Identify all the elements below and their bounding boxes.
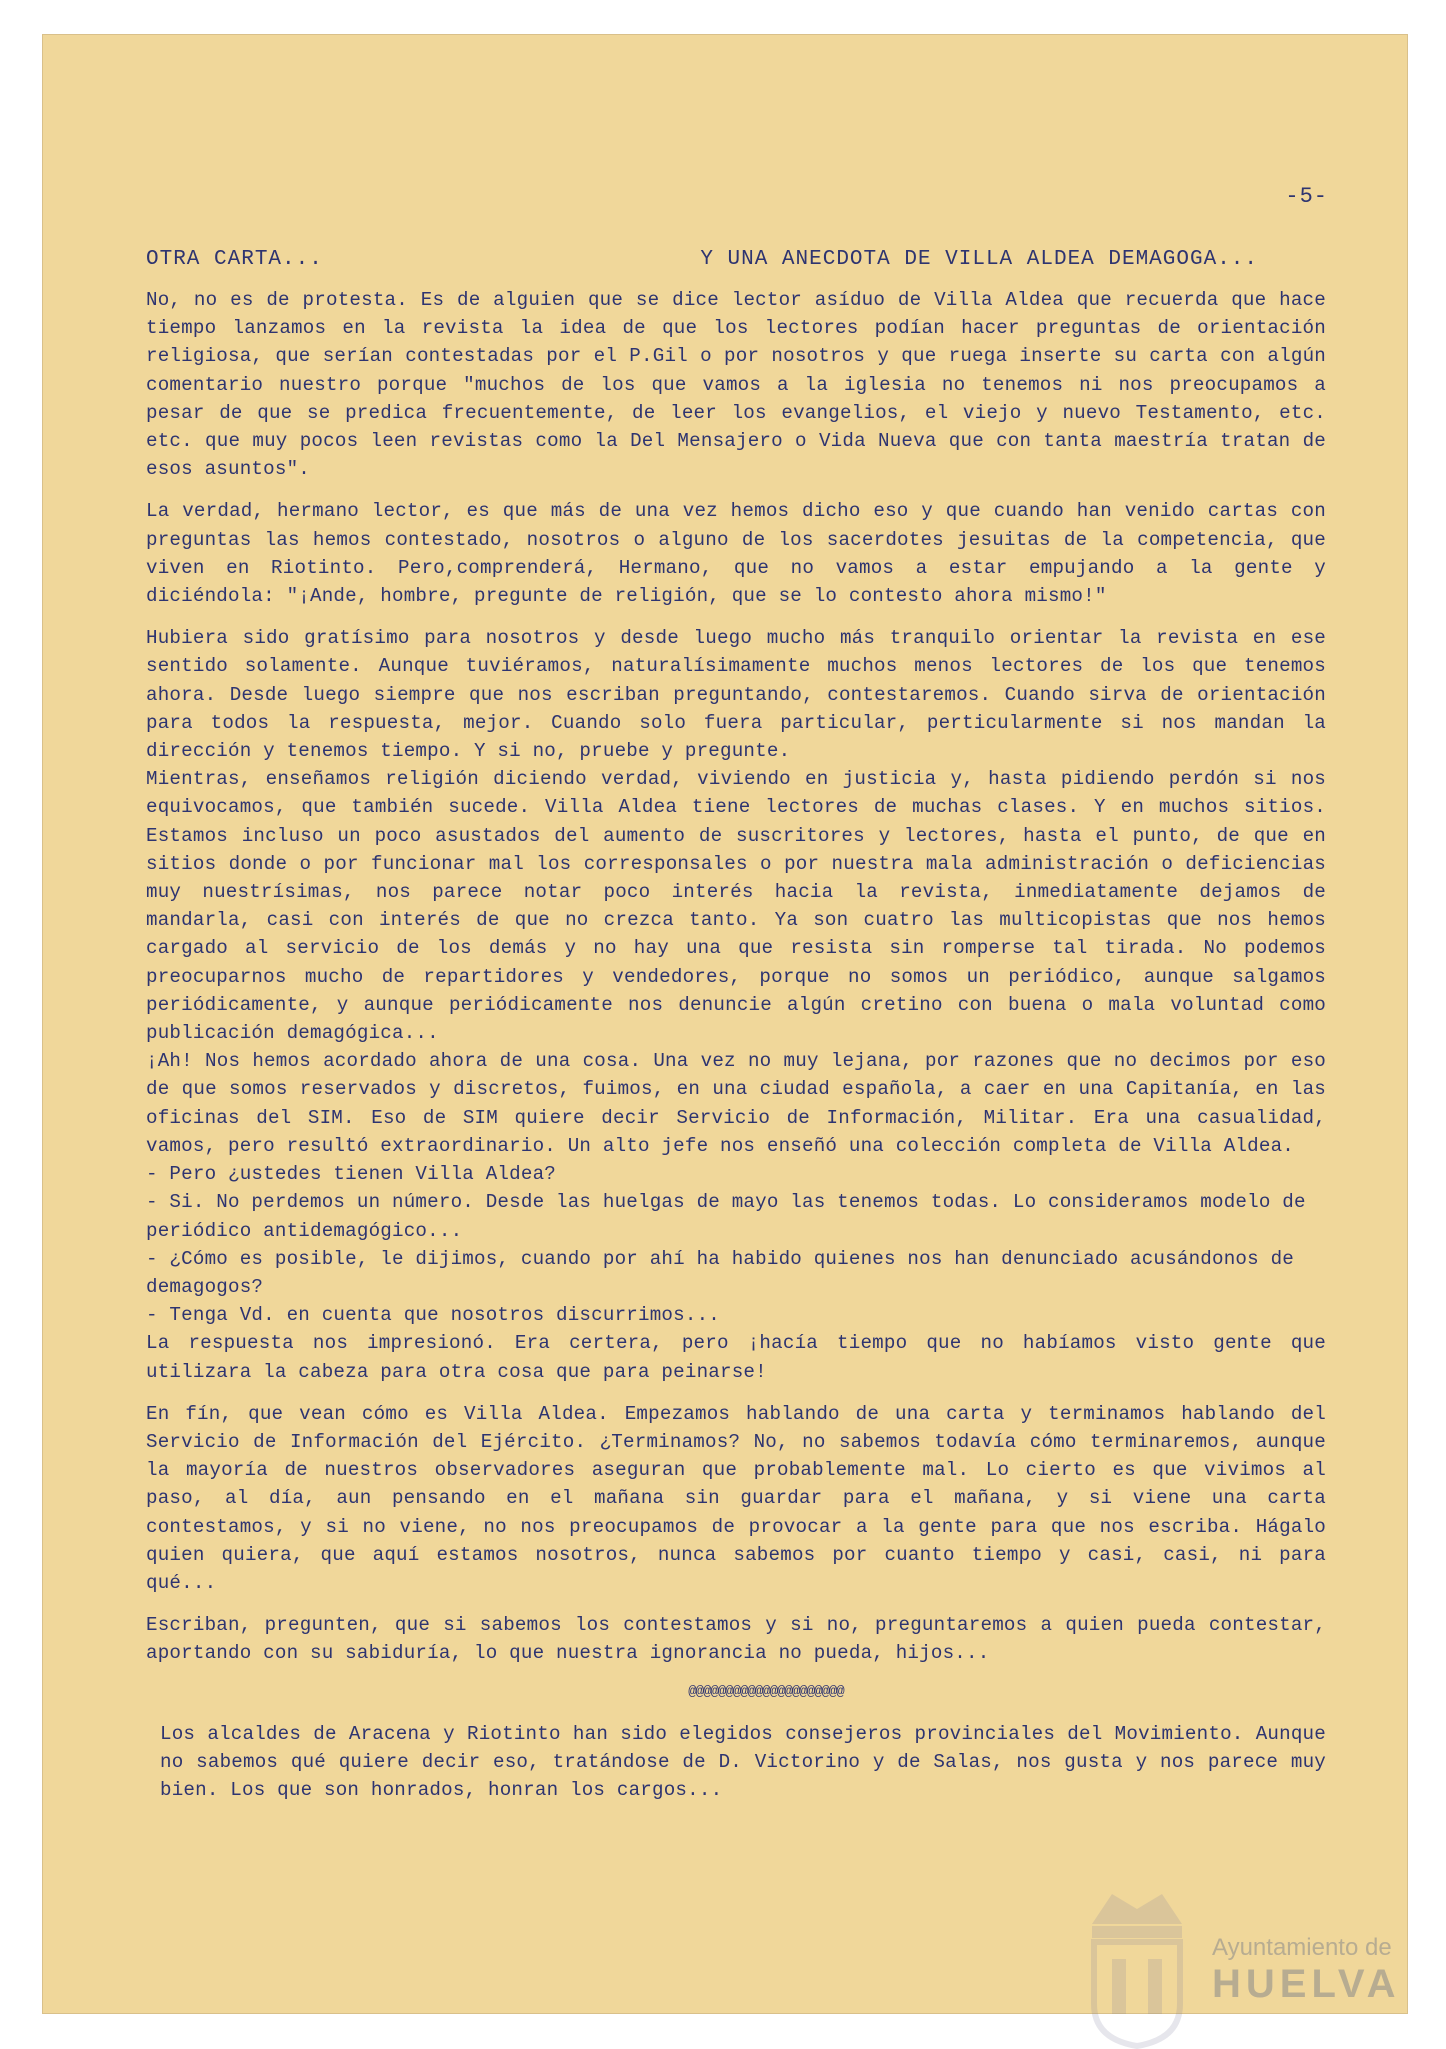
header-right-title: Y UNA ANECDOTA DE VILLA ALDEA DEMAGOGA... <box>700 248 1258 271</box>
paragraph-invitation: Escriban, pregunten, que si sabemos los contestamos y si no, preguntaremos a quien pueda contestar, aportando con su sabiduría, lo que nuestra ignorancia no pueda, hijos... <box>146 1614 1326 1665</box>
dialog-line: - Pero ¿ustedes tienen Villa Aldea? <box>146 1163 557 1186</box>
page-number: -5- <box>1285 184 1328 209</box>
separator-line: @@@@@@@@@@@@@@@@@@@@@ <box>688 1683 844 1700</box>
paragraph-letter: No, no es de protesta. Es de alguien que se dice lector asíduo de Villa Aldea que recuerda que hace tiempo lanzamos en la revista la idea de que los lectores podían hacer preguntas de orientación religiosa, que serían contestadas por el P.Gil o por nosotros y que ruega inserte su carta con algún comentario nuestro porque "muchos de los que vamos a la iglesia no tenemos ni nos preocupamos a pesar de que se predica frecuentemente, de leer los evangelios, el viejo y nuevo Testamento, etc. etc. que muy pocos leen revistas como la Del Mensajero o Vida Nueva que con tanta maestría tratan de esos asuntos". <box>146 289 1326 481</box>
paragraph-anecdote: ¡Ah! Nos hemos acordado ahora de una cosa. Una vez no muy lejana, por razones que no decimos por eso de que somos reservados y discretos, fuimos, en una ciudad española, a caer en una Capitanía, en las oficinas del SIM. Eso de SIM quiere decir Servicio de Información, Militar. Era una casualidad, vamos, pero resultó extraordinario. Un alto jefe nos enseñó una colección completa de Villa Aldea. <box>146 1050 1326 1157</box>
paragraph-readers: Mientras, enseñamos religión diciendo verdad, viviendo en justicia y, hasta pidiendo perdón si nos equivocamos, que también sucede. Villa Aldea tiene lectores de muchas clases. Y en muchos sitios. Estamos incluso un poco asustados del aumento de suscritores y lectores, hasta el punto, de que en sitios donde o por funcionar mal los corresponsales o por nuestra mala administración o deficiencias muy nuestrísimas, nos parece notar poco interés hacia la revista, inmediatamente dejamos de mandarla, casi con interés de que no crezca tanto. Ya son cuatro las multicopistas que nos hemos cargado al servicio de los demás y no hay una que resista sin romperse tal tirada. No podemos preocuparnos mucho de repartidores y vendedores, porque no somos un periódico, aunque salgamos periódicamente, y aunque periódicamente nos denuncie algún cretino con buena o mala voluntad como publicación demagógica... <box>146 768 1326 1045</box>
header-left-title: OTRA CARTA... <box>146 248 323 271</box>
dialog-line: - Si. No perdemos un número. Desde las huelgas de mayo las tenemos todas. Lo consideramos modelo de periódico antidemagógico... <box>146 1191 1306 1242</box>
dialog-line: - Tenga Vd. en cuenta que nosotros discurrimos... <box>146 1304 721 1327</box>
paragraph-orientation: Hubiera sido gratísimo para nosotros y desde luego mucho más tranquilo orientar la revista en ese sentido solamente. Aunque tuviéramos, naturalísimamente muchos menos lectores de los que tenemos ahora. Desde luego siempre que nos escriban preguntando, contestaremos. Cuando sirva de orientación para todos la respuesta, mejor. Cuando solo fuera particular, perticularmente si nos mandan la dirección y tenemos tiempo. Y si no, pruebe y pregunte. <box>146 627 1326 763</box>
archive-watermark <box>1212 1934 1446 2007</box>
coat-of-arms-watermark <box>1082 1884 1192 2049</box>
dialog-line: - ¿Cómo es posible, le dijimos, cuando por ahí ha habido quienes nos han denunciado acusándonos de demagogos? <box>146 1247 1295 1298</box>
typewritten-page <box>42 34 1408 2014</box>
paragraph-closing: En fín, que vean cómo es Villa Aldea. Empezamos hablando de una carta y terminamos hablando del Servicio de Información del Ejército. ¿Terminamos? No, no sabemos todavía cómo terminaremos, aunque la mayoría de nuestros observadores aseguran que probablemente mal. Lo cierto es que vivimos al paso, al día, aun pensando en el mañana sin guardar para el mañana, y si viene una carta contestamos, y si no viene, no nos preocupamos de provocar a la gente para que nos escriba. Hágalo quien quiera, que aquí estamos nosotros, nunca sabemos por cuanto tiempo y casi, casi, ni para qué... <box>146 1402 1326 1594</box>
watermark-line-2: HUELVA <box>1212 1962 1401 2006</box>
paragraph-response: La respuesta nos impresionó. Era certera, pero ¡hacía tiempo que no habíamos visto gente que utilizara la cabeza para otra cosa que para peinarse! <box>146 1332 1326 1383</box>
watermark-line-1: Ayuntamiento de <box>1212 1934 1392 1961</box>
header-row <box>146 248 1258 271</box>
paragraph-reply: La verdad, hermano lector, es que más de una vez hemos dicho eso y que cuando han venido cartas con preguntas las hemos contestado, nosotros o alguno de los sacerdotes jesuitas de la competencia, que viven en Riotinto. Pero,comprenderá, Hermano, que no vamos a estar empujando a la gente y diciéndola: "¡Ande, hombre, pregunte de religión, que se lo contesto ahora mismo!" <box>146 500 1326 608</box>
paragraph-mayors-note: Los alcaldes de Aracena y Riotinto han sido elegidos consejeros provinciales del Movimiento. Aunque no sabemos qué quiere decir eso, tratándose de D. Victorino y de Salas, nos gusta y nos parece muy bien. Los que son honrados, honran los cargos... <box>160 1722 1326 1802</box>
article-body <box>146 286 1326 1804</box>
